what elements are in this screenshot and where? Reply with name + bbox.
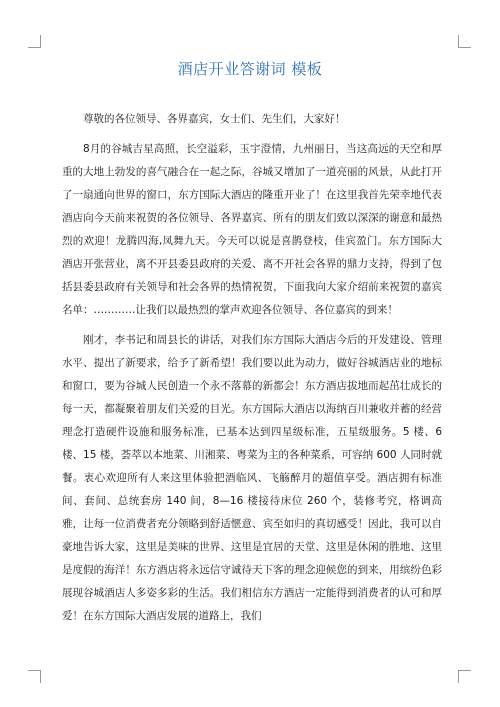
crop-mark-top-left — [28, 35, 41, 48]
crop-mark-bottom-left — [28, 670, 41, 683]
paragraph-greeting: 尊敬的各位领导、各界嘉宾，女士们、先生们，大家好！ — [83, 113, 346, 125]
paragraph-opening: 8月的谷城吉星高照，长空溢彩，玉宇澄情，九州丽日，当这高远的天空和厚重的大地上勃发的喜气融合在一起之际，谷城又增加了一道亮丽的风景，从此打开了一扇通向世界的窗口，东方国际大酒店的隆重开业了！在这里我首先荣幸地代表酒店向今天前来祝贺的各位领导、各界嘉宾、所有的朋友们致以深深的谢意和最热烈的欢迎！龙腾四海,凤舞九天。今天可以说是喜鹊登枝，佳宾盈门。东方国际大酒店开张营业，离不开县委县政府的关爱、离不开社会各界的鼎力支持，得到了包括县委县政府有关领导和社会各界的热情祝贺，下面我向大家介绍前来祝贺的嘉宾名单：…………让我们以最热烈的掌声欢迎各位领导、各位嘉宾的到来！ — [62, 143, 442, 316]
document-body — [62, 108, 442, 635]
crop-mark-bottom-right — [458, 670, 471, 683]
document-title: 酒店开业答谢词 模板 — [177, 60, 323, 78]
crop-mark-top-right — [458, 35, 471, 48]
paragraph-main: 刚才，李书记和周县长的讲话，对我们东方国际大酒店今后的开发建设、管理水平、提出了新要求，给予了新希望！我们要以此为动力，做好谷城酒店业的地标和窗口，要为谷城人民创造一个永不落幕的新都会！东方酒店拔地而起茁壮成长的每一天，都凝聚着朋友们关爱的目光。东方国际大酒店以海纳百川兼收并蓄的经营理念打造硬件设施和服务标准，已基本达到四星级标准，五星级服务。5 楼、6 楼、15 楼，荟萃以本地菜、川湘菜、粤菜为主的各种菜系，可容纳 600 人同时就餐。衷心欢迎所有人来这里体验把酒临风、飞觞醉月的超值享受。酒店拥有标准间、套间、总统套房 140 间，8—16 楼接待床位 260 个，装修考究，格调高雅，让每一位消费者充分领略到舒适惬意、宾至如归的真切感受！因此，我可以自豪地告诉大家，这里是美味的世界、这里是宜居的天堂、这里是休闲的胜地、这里是度假的海洋！东方酒店将永远信守诚待天下客的理念迎候您的到来，用缤纷色彩展现谷城酒店人多姿多彩的生活。我们相信东方酒店一定能得到消费者的认可和厚爱！在东方国际大酒店发展的道路上，我们 — [62, 334, 442, 622]
